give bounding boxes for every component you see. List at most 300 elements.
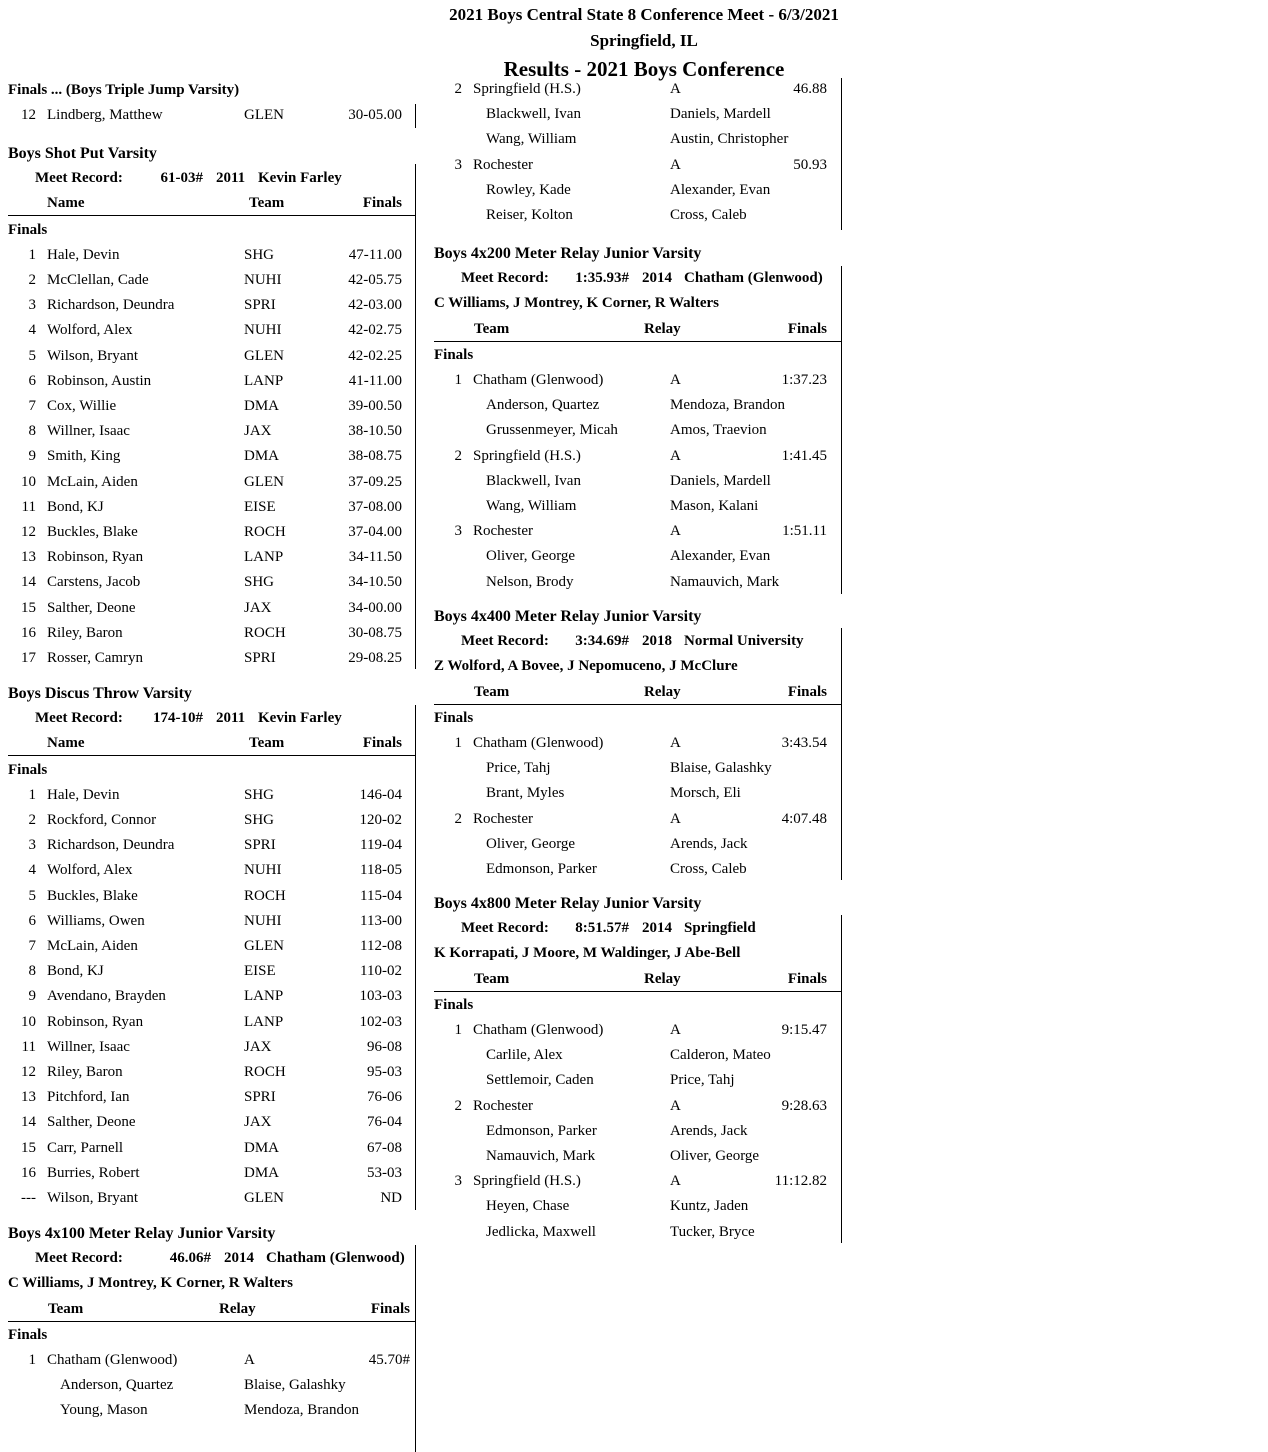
place: 1 <box>28 786 36 803</box>
athlete-name: Salther, Deone <box>47 599 136 616</box>
runner-name: Mendoza, Brandon <box>244 1402 359 1419</box>
place: 3 <box>454 523 462 540</box>
place: 2 <box>454 1097 462 1114</box>
place: 1 <box>454 372 462 388</box>
team-code: ROCH <box>244 1064 286 1080</box>
team-code: SHG <box>244 812 275 828</box>
athlete-name: Willner, Isaac <box>47 423 130 440</box>
meet-record-year: 2014 <box>224 1250 254 1267</box>
meet-record-mark: 8:51.57# <box>575 920 629 937</box>
meet-record-year: 2011 <box>216 710 246 727</box>
runner-name: Carlile, Alex <box>486 1047 563 1064</box>
team-code: DMA <box>244 448 280 465</box>
athlete-name: Wolford, Alex <box>47 322 133 339</box>
place: 10 <box>21 1013 36 1030</box>
col-header-team: Team <box>249 195 285 212</box>
header-underline <box>8 1321 415 1322</box>
runner-name: Anderson, Quartez <box>60 1377 174 1394</box>
team-name: Chatham (Glenwood) <box>473 1022 604 1038</box>
section-label: Finals <box>434 346 474 363</box>
runner-name: Austin, Christopher <box>670 131 789 148</box>
team-code: ROCH <box>244 887 286 904</box>
team-code: GLEN <box>244 473 284 490</box>
mark: 103-03 <box>359 988 402 1005</box>
runner-name: Namauvich, Mark <box>670 573 780 590</box>
team-code: DMA <box>244 398 280 414</box>
meet-record-mark: 46.06# <box>169 1250 211 1267</box>
athlete-name: Wolford, Alex <box>47 862 133 879</box>
athlete-name: Bond, KJ <box>47 498 104 515</box>
mark: 34-10.50 <box>348 574 402 591</box>
athlete-name: Buckles, Blake <box>47 524 138 540</box>
team-code: GLEN <box>244 938 284 954</box>
relay-letter: A <box>670 1022 681 1038</box>
header-underline <box>434 704 841 705</box>
mark: 112-08 <box>360 938 402 954</box>
column-divider <box>841 628 842 880</box>
team-code: JAX <box>244 1038 272 1055</box>
athlete-name: Robinson, Ryan <box>47 1013 144 1030</box>
athlete-name: Pitchford, Ian <box>47 1089 130 1106</box>
team-code: DMA <box>244 1139 280 1156</box>
mark: 50.93 <box>793 156 827 173</box>
place: 4 <box>28 862 36 879</box>
mark: 9:15.47 <box>781 1022 827 1038</box>
team-code: GLEN <box>244 1190 284 1206</box>
column-divider <box>415 104 416 128</box>
runner-name: Edmonson, Parker <box>486 1122 597 1139</box>
mark: 45.70# <box>368 1352 410 1368</box>
team-name: Rochester <box>473 523 533 540</box>
place: 2 <box>28 812 36 828</box>
athlete-name: Riley, Baron <box>47 1064 123 1080</box>
athlete-name: McLain, Aiden <box>47 938 138 954</box>
mark: 39-00.50 <box>348 398 402 414</box>
runner-name: Price, Tahj <box>486 760 551 777</box>
mark: 146-04 <box>359 786 402 803</box>
team-code: SHG <box>244 786 275 803</box>
col-header-relay: Relay <box>644 320 681 337</box>
col-header-relay: Relay <box>644 970 681 987</box>
mark: 42-03.00 <box>348 297 402 314</box>
event-title: Boys 4x400 Meter Relay Junior Varsity <box>434 608 702 625</box>
runner-name: Oliver, George <box>486 548 576 565</box>
runner-name: Alexander, Evan <box>670 548 771 565</box>
runner-name: Arends, Jack <box>670 835 748 852</box>
place: 3 <box>28 837 36 854</box>
runner-name: Mason, Kalani <box>670 498 759 514</box>
meet-record-holder: Springfield <box>684 920 756 937</box>
runner-name: Kuntz, Jaden <box>670 1198 749 1215</box>
athlete-name: Salther, Deone <box>47 1114 136 1131</box>
mark: 1:51.11 <box>782 523 827 540</box>
relay-letter: A <box>670 735 681 751</box>
athlete-name: Robinson, Ryan <box>47 549 144 566</box>
mark: 96-08 <box>367 1038 402 1055</box>
col-header-team: Team <box>249 735 285 752</box>
team-code: ROCH <box>244 624 286 641</box>
athlete-name: Hale, Devin <box>47 786 120 803</box>
mark: 118-05 <box>360 862 402 879</box>
runner-name: Wang, William <box>486 131 577 148</box>
team-name: Rochester <box>473 156 533 173</box>
mark: 76-04 <box>367 1114 402 1131</box>
mark: 95-03 <box>367 1064 402 1080</box>
team-name: Chatham (Glenwood) <box>473 735 604 751</box>
team-code: LANP <box>244 549 284 566</box>
place: 1 <box>28 1352 36 1368</box>
place: --- <box>21 1190 36 1206</box>
mark: 110-02 <box>360 963 402 980</box>
place: 3 <box>454 1173 462 1190</box>
mark: 37-09.25 <box>348 473 402 490</box>
runner-name: Heyen, Chase <box>486 1198 570 1215</box>
runner-name: Reiser, Kolton <box>486 207 573 223</box>
meet-record-holder: Kevin Farley <box>258 170 342 187</box>
place: 15 <box>21 1139 36 1156</box>
team-code: LANP <box>244 1013 284 1030</box>
runner-name: Daniels, Mardell <box>670 106 771 123</box>
athlete-name: Carstens, Jacob <box>47 574 141 591</box>
mark: 42-02.25 <box>348 347 402 364</box>
team-code: DMA <box>244 1164 280 1181</box>
meet-record-year: 2014 <box>642 920 672 937</box>
mark: 113-00 <box>360 912 402 929</box>
mark: 42-05.75 <box>348 272 402 288</box>
column-divider <box>415 164 416 669</box>
meet-record-mark: 1:35.93# <box>575 270 629 287</box>
col-header-team: Team <box>474 970 510 987</box>
meet-record-label: Meet Record: <box>461 920 549 937</box>
section-label: Finals <box>8 1326 48 1343</box>
col-header-finals: Finals <box>370 1300 410 1317</box>
mark: ND <box>380 1190 402 1206</box>
runner-name: Young, Mason <box>60 1402 148 1419</box>
event-title: Boys 4x100 Meter Relay Junior Varsity <box>8 1225 276 1242</box>
meet-record-runners: C Williams, J Montrey, K Corner, R Walters <box>8 1275 293 1292</box>
athlete-name: McLain, Aiden <box>47 473 138 490</box>
mark: 119-04 <box>360 837 402 854</box>
mark: 115-04 <box>360 887 402 904</box>
place: 12 <box>21 1064 36 1080</box>
mark: 102-03 <box>359 1013 402 1030</box>
mark: 53-03 <box>367 1164 402 1181</box>
place: 15 <box>21 599 36 616</box>
column-divider <box>841 266 842 594</box>
team-code: EISE <box>244 963 276 980</box>
relay-letter: A <box>670 156 681 173</box>
athlete-name: McClellan, Cade <box>47 272 149 288</box>
section-label: Finals <box>8 221 48 238</box>
runner-name: Settlemoir, Caden <box>486 1072 594 1089</box>
mark: 46.88 <box>793 81 827 97</box>
athlete-name: Bond, KJ <box>47 963 104 980</box>
mark: 67-08 <box>367 1139 402 1156</box>
mark: 120-02 <box>359 812 402 828</box>
column-divider <box>415 705 416 1210</box>
place: 11 <box>21 1038 36 1055</box>
athlete-name: Wilson, Bryant <box>47 347 139 364</box>
place: 3 <box>454 156 462 173</box>
mark: 76-06 <box>367 1089 402 1106</box>
meet-record-runners: C Williams, J Montrey, K Corner, R Walters <box>434 295 719 312</box>
team-code: LANP <box>244 988 284 1005</box>
runner-name: Namauvich, Mark <box>486 1148 596 1164</box>
relay-letter: A <box>670 1173 681 1190</box>
column-divider <box>415 1245 416 1452</box>
meet-record-holder: Kevin Farley <box>258 710 342 727</box>
athlete-name: Burries, Robert <box>47 1164 140 1181</box>
meet-record-runners: Z Wolford, A Bovee, J Nepomuceno, J McClure <box>434 658 738 675</box>
runner-name: Cross, Caleb <box>670 861 747 877</box>
mark: 29-08.25 <box>348 650 402 666</box>
place: 9 <box>28 988 36 1005</box>
runner-name: Blaise, Galashky <box>670 760 772 777</box>
meet-record-label: Meet Record: <box>35 170 123 187</box>
athlete-name: Hale, Devin <box>47 246 120 263</box>
runner-name: Alexander, Evan <box>670 181 771 198</box>
place: 7 <box>28 398 36 414</box>
meet-record-year: 2014 <box>642 270 672 287</box>
runner-name: Oliver, George <box>486 835 576 852</box>
team-code: LANP <box>244 372 284 389</box>
team-code: GLEN <box>244 347 284 364</box>
event-title: Boys 4x800 Meter Relay Junior Varsity <box>434 895 702 912</box>
mark: 4:07.48 <box>781 810 827 827</box>
place: 10 <box>21 473 36 490</box>
runner-name: Tucker, Bryce <box>670 1223 755 1240</box>
team-name: Chatham (Glenwood) <box>47 1352 178 1368</box>
team-code: SPRI <box>244 297 276 314</box>
runner-name: Calderon, Mateo <box>670 1047 771 1064</box>
section-label: Finals <box>434 709 474 726</box>
section-label: Finals <box>8 761 48 778</box>
place: 12 <box>21 107 36 123</box>
place: 2 <box>28 272 36 288</box>
team-code: SPRI <box>244 1089 276 1106</box>
runner-name: Jedlicka, Maxwell <box>486 1223 596 1240</box>
runner-name: Nelson, Brody <box>486 573 574 590</box>
team-code: JAX <box>244 1114 272 1131</box>
place: 1 <box>454 735 462 751</box>
athlete-name: Richardson, Deundra <box>47 297 175 314</box>
col-header-team: Team <box>474 320 510 337</box>
place: 13 <box>21 549 36 566</box>
relay-letter: A <box>670 1097 681 1114</box>
continued-event-title: Finals ... (Boys Triple Jump Varsity) <box>8 82 240 98</box>
place: 4 <box>28 322 36 339</box>
meet-record-label: Meet Record: <box>35 710 123 727</box>
team-code: ROCH <box>244 524 286 540</box>
runner-name: Rowley, Kade <box>486 181 571 198</box>
mark: 1:37.23 <box>781 372 827 388</box>
runner-name: Oliver, George <box>670 1148 760 1164</box>
col-header-finals: Finals <box>787 970 827 987</box>
col-header-team: Team <box>48 1300 84 1317</box>
meet-record-label: Meet Record: <box>461 633 549 650</box>
place: 2 <box>454 810 462 827</box>
athlete-name: Robinson, Austin <box>47 372 152 389</box>
place: 12 <box>21 524 36 540</box>
team-name: Rochester <box>473 1097 533 1114</box>
place: 2 <box>454 447 462 464</box>
place: 5 <box>28 347 36 364</box>
meet-record-year: 2018 <box>642 633 672 650</box>
athlete-name: Richardson, Deundra <box>47 837 175 854</box>
athlete-name: Rosser, Camryn <box>47 650 144 666</box>
mark: 38-08.75 <box>348 448 402 465</box>
team-code: NUHI <box>244 272 282 288</box>
header-underline <box>434 991 841 992</box>
team-name: Springfield (H.S.) <box>473 1173 581 1190</box>
place: 3 <box>28 297 36 314</box>
runner-name: Blackwell, Ivan <box>486 472 581 489</box>
place: 16 <box>21 1164 36 1181</box>
athlete-name: Cox, Willie <box>47 398 117 414</box>
header-underline <box>434 341 841 342</box>
team-code: JAX <box>244 599 272 616</box>
relay-letter: A <box>670 523 681 540</box>
relay-letter: A <box>244 1352 255 1368</box>
place: 8 <box>28 963 36 980</box>
place: 1 <box>28 246 36 263</box>
column-divider <box>841 78 842 230</box>
place: 14 <box>21 1114 36 1131</box>
athlete-name: Willner, Isaac <box>47 1038 130 1055</box>
meet-title: 2021 Boys Central State 8 Conference Meet - 6/3/2021 <box>449 5 839 24</box>
mark: 34-11.50 <box>348 549 402 566</box>
meet-record-mark: 61-03# <box>160 170 203 187</box>
col-header-finals: Finals <box>362 195 402 212</box>
team-name: Springfield (H.S.) <box>473 447 581 464</box>
place: 5 <box>28 887 36 904</box>
athlete-name: Williams, Owen <box>47 912 145 929</box>
runner-name: Anderson, Quartez <box>486 397 600 414</box>
runner-name: Morsch, Eli <box>670 785 741 802</box>
mark: 42-02.75 <box>348 322 402 339</box>
place: 11 <box>21 498 36 515</box>
athlete-name: Avendano, Brayden <box>47 988 166 1005</box>
mark: 1:41.45 <box>781 447 827 464</box>
team-code: NUHI <box>244 862 282 879</box>
col-header-relay: Relay <box>644 683 681 700</box>
athlete-name: Wilson, Bryant <box>47 1190 139 1206</box>
mark: 3:43.54 <box>781 735 827 751</box>
col-header-name: Name <box>47 735 85 752</box>
team-code: SPRI <box>244 837 276 854</box>
place: 7 <box>28 938 36 954</box>
team-name: Chatham (Glenwood) <box>473 372 604 388</box>
place: 6 <box>28 912 36 929</box>
meet-record-runners: K Korrapati, J Moore, M Waldinger, J Abe-Bell <box>434 945 741 962</box>
place: 13 <box>21 1089 36 1106</box>
mark: 30-08.75 <box>348 624 402 641</box>
relay-letter: A <box>670 372 681 388</box>
col-header-name: Name <box>47 195 85 212</box>
team-code: GLEN <box>244 107 284 123</box>
event-title: Boys Shot Put Varsity <box>8 145 157 162</box>
place: 6 <box>28 372 36 389</box>
team-code: JAX <box>244 423 272 440</box>
runner-name: Edmonson, Parker <box>486 861 597 877</box>
col-header-team: Team <box>474 683 510 700</box>
runner-name: Mendoza, Brandon <box>670 397 785 414</box>
col-header-finals: Finals <box>787 320 827 337</box>
runner-name: Blackwell, Ivan <box>486 106 581 123</box>
mark: 47-11.00 <box>348 246 402 263</box>
col-header-finals: Finals <box>362 735 402 752</box>
column-divider <box>841 915 842 1243</box>
results-title: Results - 2021 Boys Conference <box>503 57 785 81</box>
place: 1 <box>454 1022 462 1038</box>
runner-name: Grussenmeyer, Micah <box>486 422 618 439</box>
relay-letter: A <box>670 81 681 97</box>
runner-name: Wang, William <box>486 498 577 514</box>
runner-name: Price, Tahj <box>670 1072 735 1089</box>
mark: 37-04.00 <box>348 524 402 540</box>
runner-name: Arends, Jack <box>670 1122 748 1139</box>
athlete-name: Smith, King <box>47 448 121 465</box>
athlete-name: Rockford, Connor <box>47 812 157 828</box>
athlete-name: Carr, Parnell <box>47 1139 124 1156</box>
relay-letter: A <box>670 447 681 464</box>
team-code: SHG <box>244 246 275 263</box>
mark: 30-05.00 <box>348 107 402 123</box>
runner-name: Blaise, Galashky <box>244 1377 346 1394</box>
place: 17 <box>21 650 36 666</box>
mark: 34-00.00 <box>348 599 402 616</box>
place: 16 <box>21 624 36 641</box>
athlete-name: Riley, Baron <box>47 624 123 641</box>
meet-record-holder: Chatham (Glenwood) <box>684 270 823 287</box>
place: 14 <box>21 574 36 591</box>
athlete-name: Buckles, Blake <box>47 887 138 904</box>
runner-name: Cross, Caleb <box>670 207 747 223</box>
team-code: NUHI <box>244 912 282 929</box>
team-name: Rochester <box>473 810 533 827</box>
place: 2 <box>454 81 462 97</box>
header-underline <box>8 215 415 216</box>
meet-record-holder: Normal University <box>684 633 804 650</box>
team-code: NUHI <box>244 322 282 339</box>
col-header-finals: Finals <box>787 683 827 700</box>
place: 9 <box>28 448 36 465</box>
mark: 11:12.82 <box>774 1173 827 1190</box>
mark: 38-10.50 <box>348 423 402 440</box>
team-name: Springfield (H.S.) <box>473 81 581 97</box>
meet-record-mark: 174-10# <box>153 710 203 727</box>
event-title: Boys 4x200 Meter Relay Junior Varsity <box>434 245 702 262</box>
runner-name: Daniels, Mardell <box>670 472 771 489</box>
relay-letter: A <box>670 810 681 827</box>
meet-location: Springfield, IL <box>590 31 698 50</box>
col-header-relay: Relay <box>219 1300 256 1317</box>
event-title: Boys Discus Throw Varsity <box>8 685 192 702</box>
meet-record-label: Meet Record: <box>461 270 549 287</box>
runner-name: Brant, Myles <box>486 785 565 802</box>
meet-record-label: Meet Record: <box>35 1250 123 1267</box>
place: 8 <box>28 423 36 440</box>
mark: 41-11.00 <box>348 372 402 389</box>
mark: 9:28.63 <box>781 1097 827 1114</box>
team-code: SPRI <box>244 650 276 666</box>
meet-record-mark: 3:34.69# <box>575 633 629 650</box>
runner-name: Amos, Traevion <box>670 422 767 439</box>
meet-record-holder: Chatham (Glenwood) <box>266 1250 405 1267</box>
team-code: SHG <box>244 574 275 591</box>
meet-record-year: 2011 <box>216 170 246 187</box>
mark: 37-08.00 <box>348 498 402 515</box>
